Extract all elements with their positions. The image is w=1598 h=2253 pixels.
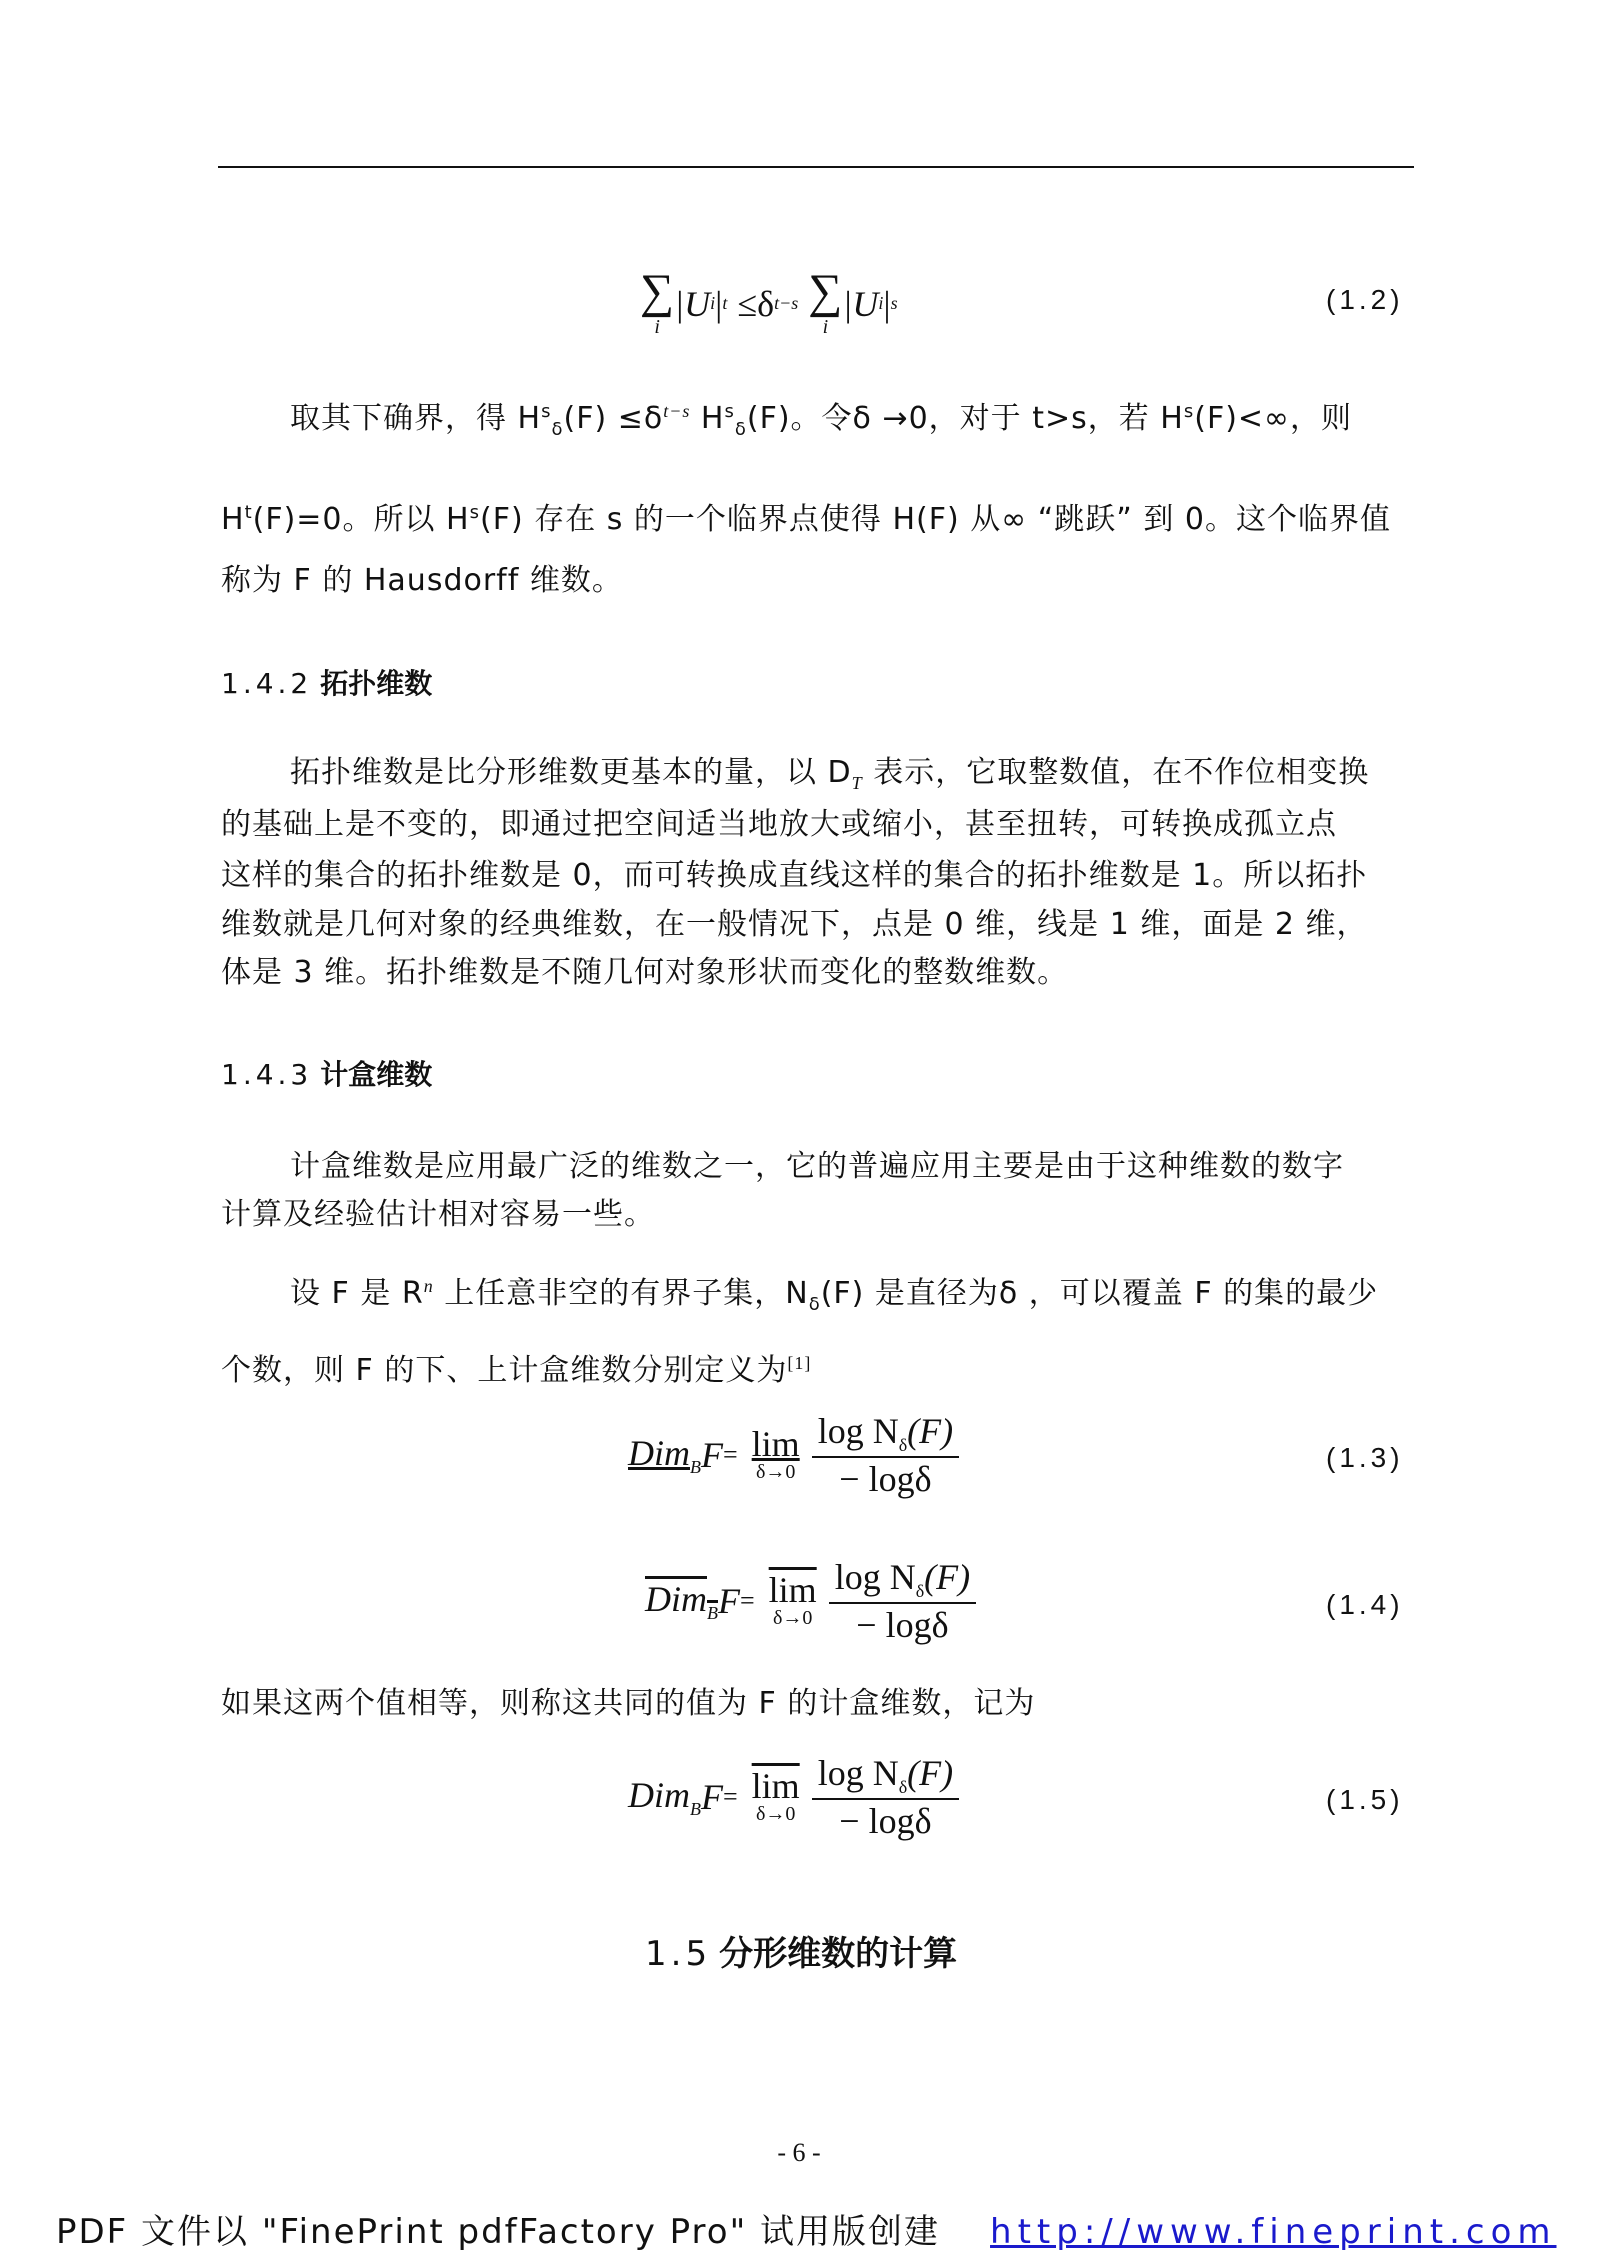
paragraph-line: [221, 1343, 811, 1391]
text: log N: [817, 1411, 899, 1451]
heading-number: 1.4.3: [221, 1058, 313, 1091]
text: (F): [907, 1753, 954, 1793]
sup: n: [423, 1276, 434, 1296]
sup: t: [244, 502, 253, 523]
sup-ts: t−s: [774, 293, 799, 313]
section-heading-1-4-3: [221, 1053, 432, 1093]
equation-number: (1.4): [1326, 1589, 1404, 1620]
sub: δ: [898, 1777, 908, 1798]
sum-symbol: ∑: [808, 265, 843, 318]
sub-i: i: [710, 293, 716, 313]
text: (F): [907, 1411, 954, 1451]
text: Dim: [628, 1775, 690, 1815]
sub: T: [851, 773, 863, 793]
page-number: - 6 -: [777, 2138, 821, 2167]
text: H: [221, 502, 245, 537]
lim: $\overline{lim}$: [768, 1569, 817, 1610]
text: (F) 是直径为δ ，可以覆盖 F 的集的最少: [820, 1276, 1379, 1311]
text: log N: [834, 1557, 916, 1597]
denominator: − logδ: [856, 1605, 949, 1646]
sup-s: s: [890, 293, 898, 313]
heading-number: 1.5: [645, 1934, 712, 1974]
paragraph-line: 体是 3 维。拓扑维数是不随几何对象形状而变化的整数维数。: [221, 955, 1069, 990]
paragraph-line: 维数就是几何对象的经典维数，在一般情况下，点是 0 维，线是 1 维，面是 2 维，: [221, 907, 1368, 942]
heading-title: 计盒维数: [320, 1058, 433, 1091]
sub: B: [707, 1603, 718, 1624]
sum-index: i: [654, 316, 660, 338]
text: (F) 存在 s 的一个临界点使得 H(F) 从∞ “跳跃” 到 0。这个临界值: [480, 502, 1391, 537]
heading-number: 1.4.2: [221, 667, 313, 700]
sub-i: i: [878, 293, 884, 313]
paragraph-line: 如果这两个值相等，则称这共同的值为 F 的计盒维数，记为: [221, 1686, 1036, 1721]
paragraph-line: 计算及经验估计相对容易一些。: [221, 1197, 655, 1232]
equation-1-5: [628, 1752, 959, 1842]
text: F: [701, 1777, 723, 1818]
text: Dim: [645, 1579, 707, 1619]
text: 取其下确界，得 H: [290, 401, 542, 436]
u-term: |U: [674, 283, 711, 324]
section-heading-1-4-2: [221, 662, 432, 702]
denominator: − logδ: [839, 1801, 932, 1842]
denominator: − logδ: [839, 1459, 932, 1500]
text: 个数，则 F 的下、上计盒维数分别定义为: [221, 1353, 788, 1388]
text: log N: [817, 1753, 899, 1793]
section-heading-1-5: [645, 1926, 957, 1975]
text: (F)=0。所以 H: [252, 502, 470, 537]
lim-sub: δ→0: [755, 1460, 796, 1483]
dim: [628, 1774, 701, 1820]
text: F: [718, 1581, 740, 1622]
sub: δ: [808, 1294, 821, 1315]
equals: =: [740, 1586, 755, 1616]
sub: δ: [898, 1435, 908, 1456]
equation-number: (1.2): [1326, 284, 1404, 315]
text: 拓扑维数是比分形维数更基本的量，以 D: [290, 755, 852, 790]
equation-number: (1.5): [1326, 1784, 1404, 1815]
text: Dim: [628, 1433, 690, 1473]
sup: s: [541, 401, 552, 422]
sup: s: [1183, 401, 1195, 422]
leq-delta: ≤δ: [737, 283, 775, 324]
citation: [1]: [787, 1353, 812, 1373]
sub: B: [690, 1799, 701, 1820]
equation-1-4: [645, 1556, 976, 1646]
sup-t: t: [722, 293, 728, 313]
lim-sub: δ→0: [772, 1606, 813, 1629]
sup: s: [469, 502, 480, 523]
bar: |: [883, 283, 891, 324]
paragraph-line: [290, 1266, 1378, 1325]
bar: |: [715, 283, 723, 324]
heading-title: 拓扑维数: [320, 667, 433, 700]
equation-1-2: [640, 265, 898, 339]
sub: δ: [734, 419, 747, 440]
sub: δ: [915, 1581, 925, 1602]
text: 表示，它取整数值，在不作位相变换: [862, 755, 1370, 790]
paragraph-line: [221, 493, 1391, 540]
lim: $\overline{lim}$: [751, 1765, 800, 1806]
sup: s: [724, 401, 735, 422]
sum-index: i: [822, 316, 829, 338]
paragraph-line: 这样的集合的拓扑维数是 0，而可转换成直线这样的集合的拓扑维数是 1。所以拓扑: [221, 858, 1368, 893]
lim: lim: [751, 1423, 800, 1464]
dim-lower: [628, 1432, 701, 1478]
sum-symbol: ∑: [640, 265, 675, 318]
text: F: [701, 1435, 723, 1476]
text: (F) ≤δ: [563, 401, 664, 436]
sub: B: [690, 1457, 701, 1478]
equation-number: (1.3): [1326, 1442, 1404, 1473]
paragraph-line: 计盒维数是应用最广泛的维数之一，它的普遍应用主要是由于这种维数的数字: [290, 1149, 1344, 1184]
text: (F)<∞，则: [1194, 401, 1353, 436]
heading-title: 分形维数的计算: [719, 1934, 958, 1974]
header-rule: [218, 166, 1414, 168]
equation-1-3: [628, 1410, 959, 1500]
dim-upper: [645, 1578, 718, 1624]
text: H: [690, 401, 725, 436]
text: 设 F 是 R: [290, 1276, 424, 1311]
sup: t−s: [663, 401, 691, 421]
paragraph-line: [290, 753, 1369, 803]
lim-sub: δ→0: [755, 1802, 796, 1825]
text: 上任意非空的有界子集，N: [433, 1276, 809, 1311]
sub: δ: [551, 419, 564, 440]
footer-link[interactable]: http://www.fineprint.com: [990, 2212, 1557, 2252]
equals: =: [723, 1782, 738, 1812]
u-term: |U: [842, 283, 879, 324]
paragraph-line: 称为 F 的 Hausdorff 维数。: [221, 563, 623, 598]
equals: =: [723, 1440, 738, 1470]
paragraph-line: 的基础上是不变的，即通过把空间适当地放大或缩小，甚至扭转，可转换成孤立点: [221, 807, 1337, 842]
text: (F): [924, 1557, 971, 1597]
footer-text: PDF 文件以 "FinePrint pdfFactory Pro" 试用版创建: [56, 2212, 941, 2252]
text: (F)。令δ →0，对于 t>s，若 H: [746, 401, 1184, 436]
paragraph-line: [290, 391, 1352, 450]
